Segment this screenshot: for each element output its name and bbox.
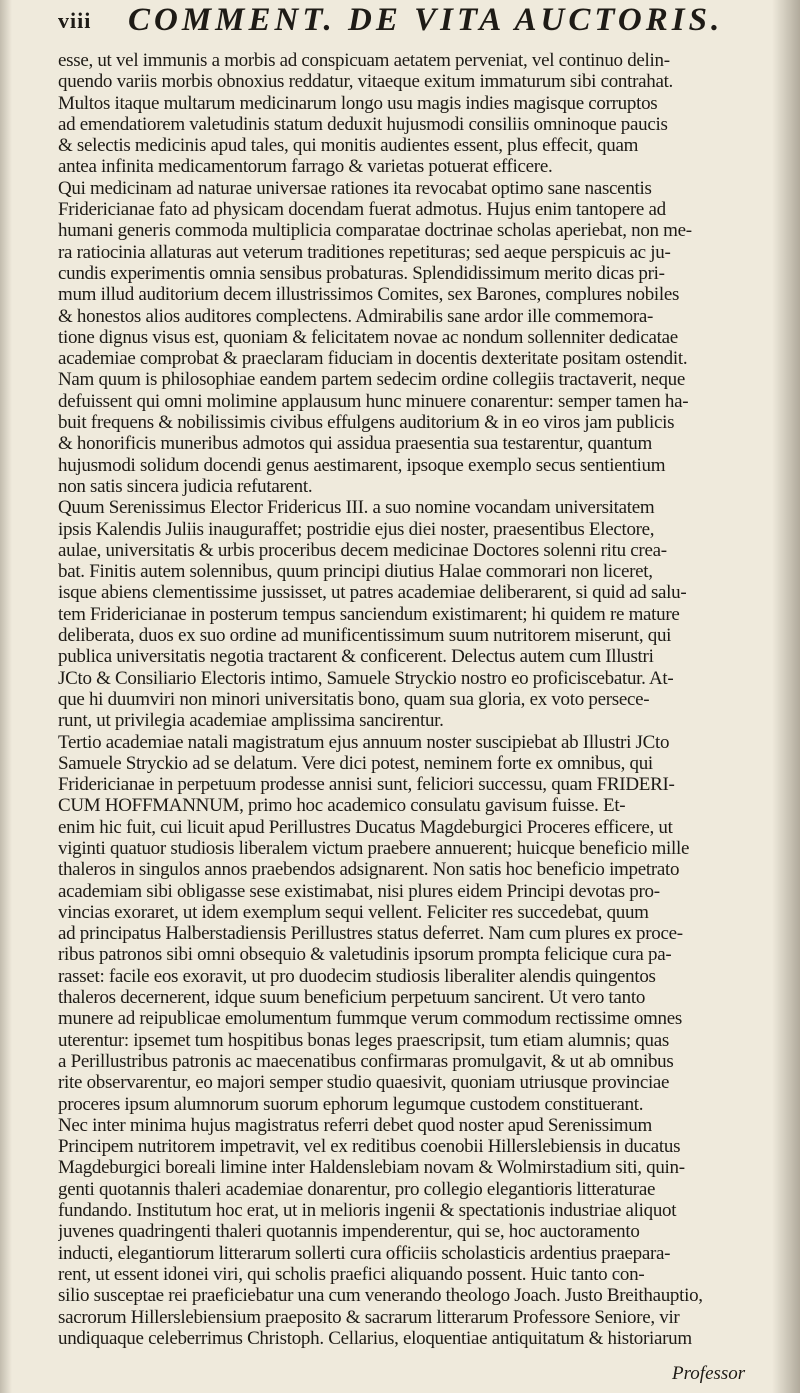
text-line: non satis sincera judicia refutarent. xyxy=(58,475,313,497)
text-line: humani generis commoda multiplicia comparatae doctrinae scholas aperiebat, non me- xyxy=(58,220,692,242)
text-line: rite observarentur, eo majori semper studio quaesivit, quoniam utriusque provinciae xyxy=(58,1072,670,1094)
text-line: tione dignus visus est, quoniam & felicitatem novae ac nondum sollenniter dedicatae xyxy=(58,326,678,348)
text-line: deliberata, duos ex suo ordine ad munificentissimum suum nutritorem miserunt, qui xyxy=(58,625,672,647)
text-line: que hi duumviri non minori universitatis bono, quam sua gloria, ex voto persece- xyxy=(58,688,650,710)
text-line: bat. Finitis autem solennibus, quum principi diutius Halae commorari non liceret, xyxy=(58,561,653,583)
catchword: Professor xyxy=(672,1363,746,1384)
text-line: academiae comprobat & praeclaram fiduciam in docentis dexteritate positam ostendit. xyxy=(58,348,688,370)
text-line: Fridericianae fato ad physicam docendam fuerat admotus. Hujus enim tantopere ad xyxy=(58,199,666,221)
text-line: JCto & Consiliario Electoris intimo, Samuele Stryckio nostro eo proficiscebatur. At- xyxy=(58,667,674,689)
text-line: antea infinita medicamentorum farrago & varietas potuerat efficere. xyxy=(58,156,553,178)
text-line: rasset: facile eos exoravit, ut pro duodecim studiosis liberaliter alendis quingentos xyxy=(58,965,656,987)
text-line: tem Fridericianae in posterum tempus sanciendum existimarent; hi quidem re mature xyxy=(58,603,680,625)
text-line: fundando. Institutum hoc erat, ut in melioris ingenii & spectationis industriae aliquot xyxy=(58,1200,677,1222)
text-line: vincias exoraret, ut idem exemplum sequi vellent. Feliciter res succedebat, quum xyxy=(58,901,649,923)
text-line: & honorificis muneribus admotos qui assidua praesentia sua testarentur, quantum xyxy=(58,433,652,455)
text-line: quendo variis morbis obnoxius reddatur, vitaeque exitum immaturum sibi contrahat. xyxy=(58,71,674,93)
text-line: ad emendatiorem valetudinis statum deduxit hujusmodi consiliis omninoque paucis xyxy=(58,113,668,135)
text-line: Principem nutritorem impetravit, vel ex reditibus coenobii Hillerslebiensis in ducatus xyxy=(58,1136,681,1158)
text-line: juvenes quadringenti thaleri quotannis impenderentur, qui se, hoc auctoramento xyxy=(58,1221,640,1243)
text-line: inducti, elegantiorum litterarum sollerti cura officiis scholasticis ardentius praepara- xyxy=(58,1242,671,1264)
text-line: silio susceptae rei praeficiebatur una cum venerando theologo Joach. Justo Breithauptio, xyxy=(58,1285,703,1307)
text-line: munere ad reipublicae emolumentum fummque verum commodum rectissime omnes xyxy=(58,1008,682,1030)
text-line: Quum Serenissimus Elector Fridericus III. a suo nomine vocandam universitatem xyxy=(58,497,655,519)
text-line: ra ratiocinia allaturas aut veterum traditiones repetituras; sed aeque perspicuis ac ju- xyxy=(58,241,671,263)
text-line: publica universitatis negotia tractarent & conficerent. Delectus autem cum Illustri xyxy=(58,646,654,668)
text-line: ribus patronos sibi omni obsequio & valetudinis ipsorum prompta felicique cura pa- xyxy=(58,944,672,966)
gutter-shadow xyxy=(0,0,12,1393)
body-text xyxy=(58,50,764,1349)
text-line: hujusmodi solidum docendi genus aestimarent, ipsoque exemplo secus sentientium xyxy=(58,454,666,476)
text-line: isque abiens clementissime jussisset, ut patres academiae deliberarent, si quid ad salu- xyxy=(58,582,687,604)
text-line: genti quotannis thaleri academiae donarentur, pro collegio elegantioris litteraturae xyxy=(58,1178,656,1200)
text-line: a Perillustribus patronis ac maecenatibus confirmaras promulgavit, & ut ab omnibus xyxy=(58,1050,674,1072)
text-line: Qui medicinam ad naturae universae rationes ita revocabat optimo sane nascentis xyxy=(58,177,652,199)
running-head xyxy=(58,2,758,42)
text-line: buit frequens & nobilissimis civibus effulgens auditorium & in eo viros jam publicis xyxy=(58,412,675,434)
text-line: Tertio academiae natali magistratum ejus annuum noster suscipiebat ab Illustri JCto xyxy=(58,731,670,753)
text-line: ipsis Kalendis Juliis inauguraffet; postridie ejus diei noster, praesentibus Electore, xyxy=(58,518,655,540)
text-line: sacrorum Hillerslebiensium praeposito & sacrarum litterarum Professore Seniore, vir xyxy=(58,1306,680,1328)
text-line: Multos itaque multarum medicinarum longo usu magis indies magisque corruptos xyxy=(58,92,658,114)
text-line: uterentur: ipsemet tum hospitibus bonas leges praescripsit, tum etiam alumnis; quas xyxy=(58,1029,669,1051)
text-line: undiquaque celeberrimus Christoph. Cellarius, eloquentiae antiquitatum & historiarum xyxy=(58,1327,692,1349)
text-line: esse, ut vel immunis a morbis ad conspicuam aetatem perveniat, vel continuo delin- xyxy=(58,50,670,71)
text-line: Fridericianae in perpetuum prodesse annisi sunt, feliciori successu, quam FRIDERI- xyxy=(58,774,675,796)
text-line: & selectis medicinis apud tales, qui monitis audientes essent, plus effecit, quam xyxy=(58,135,639,157)
text-line: mum illud auditorium decem illustrissimos Comites, sex Barones, complures nobiles xyxy=(58,284,680,306)
text-line: cundis experimentis omnia sensibus probaturas. Splendidissimum merito dicas pri- xyxy=(58,262,665,284)
text-line: defuissent qui omni molimine applausum hunc minuere conarentur: semper tamen ha- xyxy=(58,390,689,412)
text-line: thaleros decernerent, idque suum beneficium perpetuum sancirent. Ut vero tanto xyxy=(58,987,646,1009)
text-line: Samuele Stryckio ad se delatum. Vere dici potest, neminem forte ex omnibus, qui xyxy=(58,752,653,774)
page-number: viii xyxy=(58,8,92,33)
text-line: CUM HOFFMANNUM, primo hoc academico consulatu gavisum fuisse. Et- xyxy=(58,795,626,817)
text-line: Magdeburgici boreali limine inter Haldenslebiam novam & Wolmirstadium siti, quin- xyxy=(58,1157,685,1179)
text-line: rent, ut essent idonei viri, qui scholis praefici aliquando possent. Huic tanto con- xyxy=(58,1263,645,1285)
text-line: proceres ipsum alumnorum suorum ephorum legumque custodem constituerant. xyxy=(58,1093,644,1115)
text-line: enim hic fuit, cui licuit apud Perillustres Ducatus Magdeburgici Proceres efficere, ut xyxy=(58,816,673,838)
text-line: viginti quatuor studiosis liberalem victum praebere annuerent; huicque beneficio mille xyxy=(58,837,690,859)
page-edge-shadow xyxy=(772,0,800,1393)
text-line: ad principatus Halberstadiensis Perillustres status deferret. Nam cum plures ex proce- xyxy=(58,923,683,945)
text-line: & honestos alios auditores complectens. Admirabilis sane ardor ille commemora- xyxy=(58,305,654,327)
running-title: COMMENT. DE VITA AUCTORIS. xyxy=(128,2,724,38)
text-line: thaleros in singulos annos praebendos adsignarent. Non satis hoc beneficio impetrato xyxy=(58,859,680,881)
text-line: runt, ut privilegia academiae amplissima sancirentur. xyxy=(58,710,444,732)
text-line: Nec inter minima hujus magistratus referri debet quod noster apud Serenissimum xyxy=(58,1114,652,1136)
text-line: aulae, universitatis & urbis proceribus decem medicinae Doctores solenni ritu crea- xyxy=(58,539,667,561)
text-line: Nam quum is philosophiae eandem partem sedecim ordine collegiis tractaverit, neque xyxy=(58,369,685,391)
text-line: academiam sibi obligasse sese existimabat, nisi plures eidem Principi devotas pro- xyxy=(58,880,660,902)
